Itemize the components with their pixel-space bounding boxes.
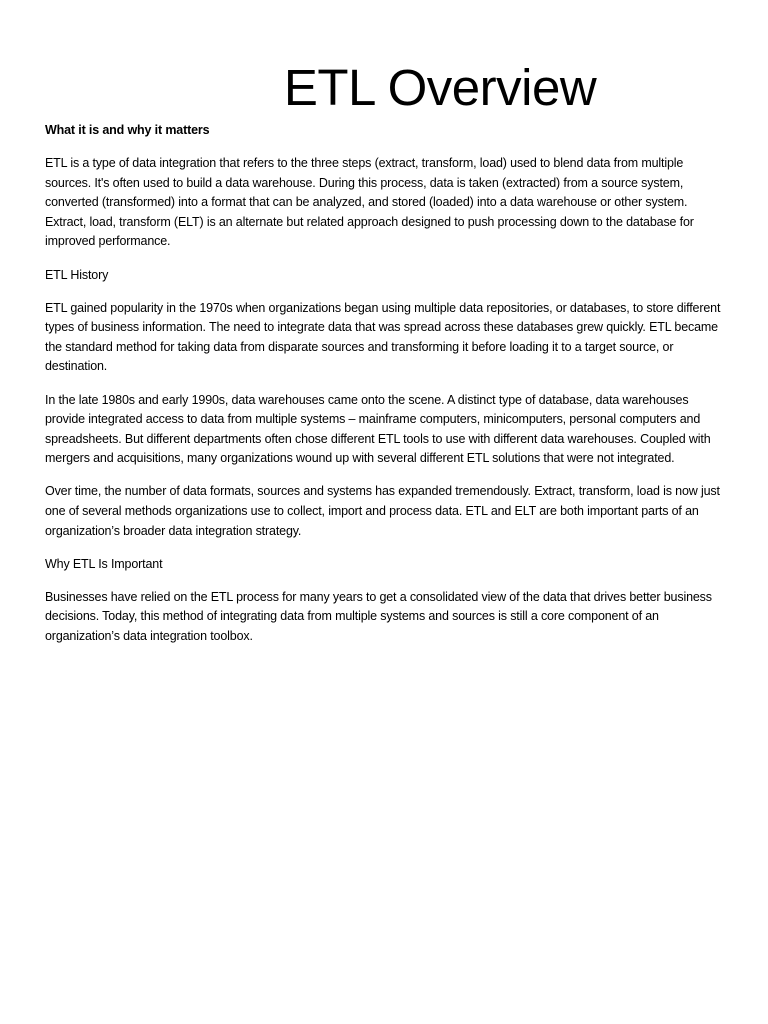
paragraph-etl-history-1980s: In the late 1980s and early 1990s, data warehouses came onto the scene. A distinct type of database, data warehouses provide integrated access to data from multiple systems – mainframe computers, minicomputers, personal computers and spreadsheets. But different departments often chose different ETL tools to use with different data warehouses. Coupled with mergers and acquisitions, many organizations wound up with several different ETL solutions that were not integrated. (45, 392, 711, 466)
page-title: ETL Overview (283, 59, 597, 116)
section-heading-why-etl-important: Why ETL Is Important (45, 556, 163, 571)
paragraph-etl-definition: ETL is a type of data integration that refers to the three steps (extract, transform, load) used to blend data from multiple sources. It's often used to build a data warehouse. During this process, data is taken (extracted) from a source system, converted (transformed) into a format that can be analyzed, and stored (loaded) into a data warehouse or other system. Extract, load, transform (ELT) is an alternate but related approach designed to push processing down to the database for improved performance. (45, 156, 694, 249)
paragraph-etl-history-over-time: Over time, the number of data formats, sources and systems has expanded tremendously. Extract, transform, load is now just one of several methods organizations use to collect, import and process data. ETL and ELT are both important parts of an organization’s broader data integration strategy. (45, 484, 720, 538)
section-heading-what-it-is: What it is and why it matters (45, 123, 210, 137)
document-body (45, 121, 729, 660)
section-heading-etl-history: ETL History (45, 267, 109, 282)
paragraph-why-etl-important: Businesses have relied on the ETL process for many years to get a consolidated view of the data that drives better business decisions. Today, this method of integrating data from multiple systems and sources is still a core component of an organization’s data integration toolbox. (45, 589, 712, 643)
paragraph-etl-history-1970s: ETL gained popularity in the 1970s when organizations began using multiple data repositories, or databases, to store different types of business information. The need to integrate data that was spread across these databases grew quickly. ETL became the standard method for taking data from disparate sources and transforming it before loading it to a target source, or destination. (45, 300, 721, 374)
